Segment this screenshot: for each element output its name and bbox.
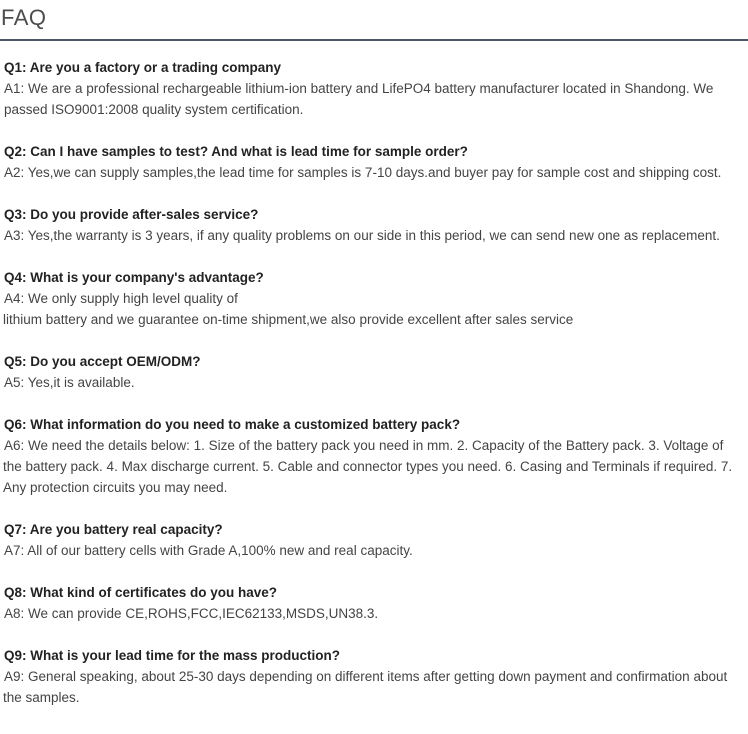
faq-question: Q1: Are you a factory or a trading company — [4, 60, 282, 75]
faq-answer — [4, 435, 744, 498]
faq-answer — [4, 603, 744, 624]
faq-answer-line: lithium battery and we guarantee on-time shipment,we also provide excellent after sales service — [3, 312, 574, 327]
faq-list — [4, 57, 744, 729]
faq-item-3 — [4, 204, 744, 246]
faq-answer-line: A7: All of our battery cells with Grade A,100% new and real capacity. — [4, 543, 413, 558]
faq-item-7 — [4, 519, 744, 561]
faq-answer — [4, 666, 744, 708]
faq-item-8 — [4, 582, 744, 624]
faq-answer-line: the battery pack. 4. Max discharge current. 5. Cable and connector types you need. 6. Casing and Terminals if required. 7. — [3, 459, 733, 474]
page-title: FAQ — [1, 5, 47, 30]
faq-question: Q2: Can I have samples to test? And what is lead time for sample order? — [4, 144, 468, 159]
faq-answer-line: A8: We can provide CE,ROHS,FCC,IEC62133,MSDS,UN38.3. — [4, 606, 379, 621]
faq-item-6 — [4, 414, 744, 498]
faq-item-5 — [4, 351, 744, 393]
faq-item-2 — [4, 141, 744, 183]
faq-question: Q3: Do you provide after-sales service? — [4, 207, 259, 222]
faq-answer — [4, 225, 744, 246]
faq-answer-line: A5: Yes,it is available. — [4, 375, 135, 390]
faq-answer-line: A3: Yes,the warranty is 3 years, if any quality problems on our side in this period, we can send new one as replacement. — [4, 228, 720, 243]
faq-question: Q6: What information do you need to make a customized battery pack? — [4, 417, 461, 432]
faq-answer-line: A9: General speaking, about 25-30 days depending on different items after getting down payment and confirmation about — [4, 669, 728, 684]
faq-answer-line: the samples. — [3, 690, 80, 705]
faq-answer-line: A2: Yes,we can supply samples,the lead time for samples is 7-10 days.and buyer pay for sample cost and shipping cost. — [4, 165, 722, 180]
faq-answer-line: A6: We need the details below: 1. Size of the battery pack you need in mm. 2. Capacity of the Battery pack. 3. Voltage of — [4, 438, 724, 453]
faq-question: Q9: What is your lead time for the mass production? — [4, 648, 341, 663]
faq-answer-line: A4: We only supply high level quality of — [4, 291, 238, 306]
faq-answer-line: Any protection circuits you may need. — [3, 480, 228, 495]
faq-answer — [4, 162, 744, 183]
faq-question: Q5: Do you accept OEM/ODM? — [4, 354, 201, 369]
faq-answer-line: passed ISO9001:2008 quality system certification. — [4, 102, 304, 117]
faq-question: Q8: What kind of certificates do you have? — [4, 585, 278, 600]
faq-item-9 — [4, 645, 744, 708]
faq-item-4 — [4, 267, 744, 330]
faq-question: Q7: Are you battery real capacity? — [4, 522, 223, 537]
faq-answer-line: A1: We are a professional rechargeable lithium-ion battery and LifePO4 battery manufacturer located in Shandong. We — [4, 81, 714, 96]
faq-answer — [4, 540, 744, 561]
faq-item-1 — [4, 57, 744, 120]
faq-question: Q4: What is your company's advantage? — [4, 270, 264, 285]
faq-answer — [4, 288, 744, 330]
faq-answer — [4, 78, 744, 120]
faq-answer — [4, 372, 744, 393]
faq-header — [0, 0, 748, 41]
